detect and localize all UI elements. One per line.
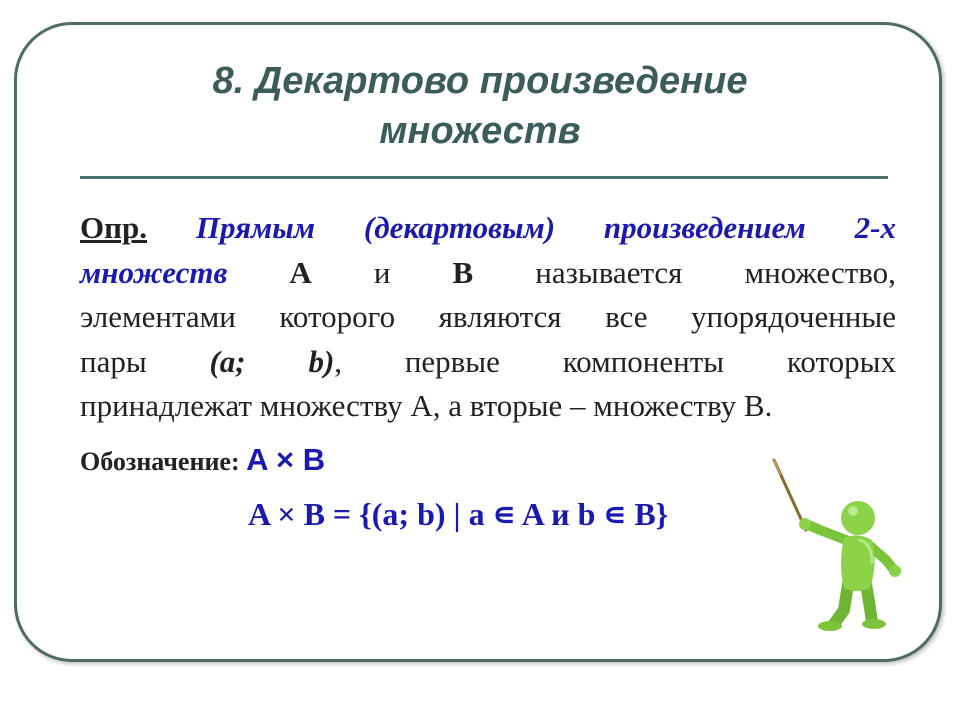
definition-word: множество, <box>744 254 896 290</box>
definition-word: являются <box>438 299 562 334</box>
notation-row <box>80 440 325 482</box>
set-a: A <box>289 254 312 290</box>
notation-symbol: A × B <box>246 442 326 477</box>
definition-word: множеств <box>80 254 228 290</box>
definition-word: и <box>373 254 391 290</box>
pair-group <box>308 340 342 385</box>
title-divider <box>80 176 888 179</box>
definition-line-3 <box>80 295 896 340</box>
definition-line-5 <box>80 384 896 429</box>
definition-word: все <box>605 299 648 334</box>
definition-line-4 <box>80 340 896 385</box>
cartesian-product-formula: A × B = {(a; b) | a ∊ A и b ∊ B} <box>248 496 669 532</box>
definition-word: (декартовым) <box>363 210 556 245</box>
definition-word: Прямым <box>195 210 316 245</box>
definition-word: называется <box>535 254 683 290</box>
definition-last-line: принадлежат множеству А, а вторые – множеству В. <box>80 388 773 423</box>
green-stick-figure-with-pointer-icon <box>768 452 918 637</box>
pair-comma: , <box>334 343 343 379</box>
notation-label: Обозначение: <box>80 447 240 476</box>
definition-word: которых <box>786 343 896 379</box>
definition-word: 2-х <box>854 210 896 245</box>
title-line-1: 8. Декартово произведение <box>212 60 748 102</box>
set-b: B <box>452 254 474 290</box>
definition-word: элементами <box>80 299 236 334</box>
definition-word: упорядоченные <box>691 299 896 334</box>
pair-first: (a; <box>209 343 246 379</box>
definition-word: пары <box>80 343 147 379</box>
definition-word: компоненты <box>562 343 725 379</box>
title-line-2: множеств <box>379 110 581 152</box>
definition-line-2 <box>80 251 896 296</box>
definition-word: которого <box>279 299 396 334</box>
definition-label: Опр. <box>80 210 147 245</box>
definition-paragraph <box>80 206 896 429</box>
slide-title <box>60 56 900 156</box>
pair-second: b) <box>308 343 335 379</box>
definition-line-1 <box>80 206 896 251</box>
definition-word: первые <box>404 343 500 379</box>
definition-word: произведением <box>603 210 806 245</box>
